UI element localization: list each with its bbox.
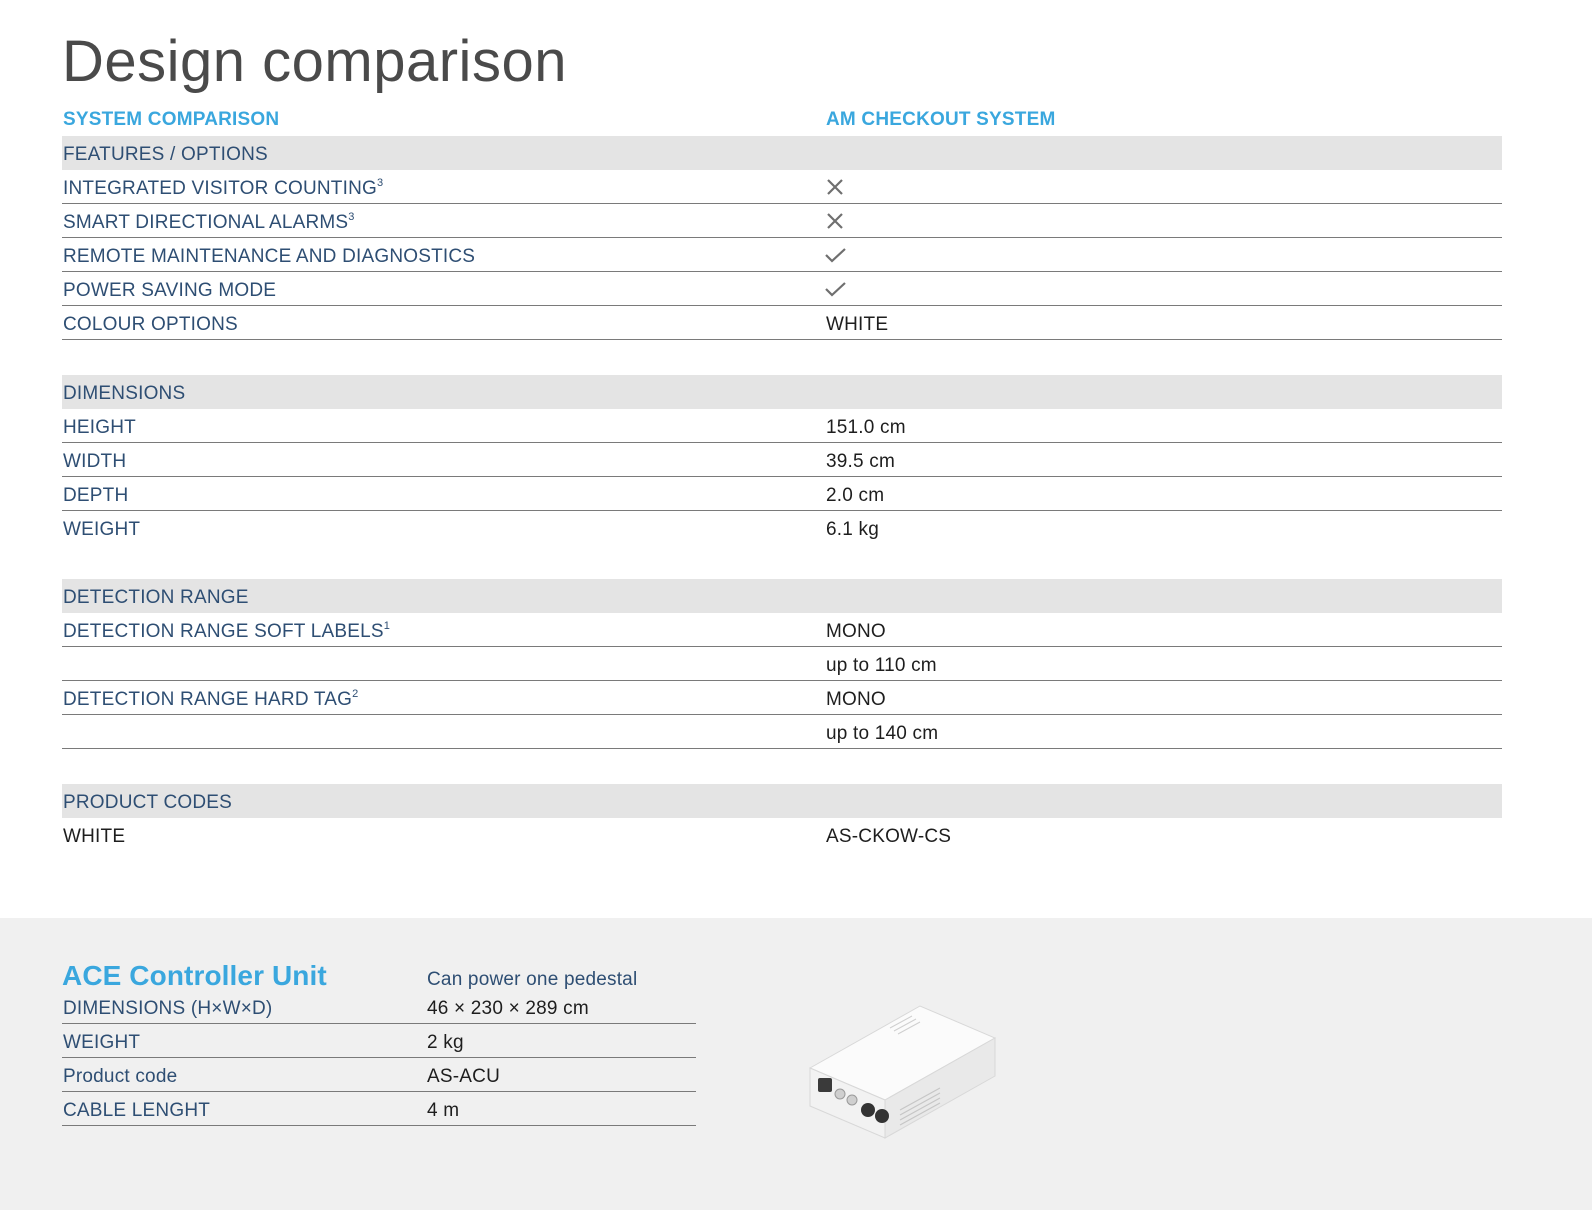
table-row (62, 477, 1502, 511)
row-value: 46 × 230 × 289 cm (427, 998, 589, 1019)
row-label: POWER SAVING MODE (63, 280, 277, 301)
row-label: INTEGRATED VISITOR COUNTING$^3$ (63, 177, 384, 199)
row-value: 39.5 cm (826, 451, 895, 472)
section-header (62, 784, 1502, 818)
table-row (62, 238, 1502, 272)
table-row (62, 306, 1502, 340)
features-section (62, 136, 1502, 340)
section-title: FEATURES / OPTIONS (63, 144, 268, 165)
detection-section (62, 579, 1502, 749)
row-label: DIMENSIONS (H×W×D) (63, 998, 273, 1019)
row-label: WIDTH (63, 451, 127, 472)
row-value: 2.0 cm (826, 485, 885, 506)
controller-unit-image (790, 998, 1010, 1148)
table-row (62, 681, 1502, 715)
cross-icon (824, 177, 846, 197)
row-label: COLOUR OPTIONS (63, 314, 238, 335)
row-label: DETECTION RANGE HARD TAG$^2$ (63, 688, 359, 710)
comparison-header-right: AM CHECKOUT SYSTEM (826, 109, 1056, 130)
table-row (62, 511, 1502, 544)
section-header (62, 375, 1502, 409)
row-value: 6.1 kg (826, 519, 879, 540)
comparison-header-left: SYSTEM COMPARISON (63, 109, 280, 130)
ace-subtitle: Can power one pedestal (427, 969, 638, 990)
cross-icon (824, 211, 846, 231)
row-label: CABLE LENGHT (63, 1100, 211, 1121)
section-title: DETECTION RANGE (63, 587, 249, 608)
row-value: up to 140 cm (826, 723, 939, 744)
table-row (62, 990, 696, 1024)
row-value: 4 m (427, 1100, 460, 1121)
ace-controller-panel (0, 918, 1592, 1210)
row-value: AS-CKOW-CS (826, 826, 952, 847)
check-icon (824, 245, 846, 265)
row-value: AS-ACU (427, 1066, 500, 1087)
row-label: DETECTION RANGE SOFT LABELS$^1$ (63, 620, 391, 642)
page-title: Design comparison (62, 29, 567, 94)
table-row (62, 1058, 696, 1092)
section-title: PRODUCT CODES (63, 792, 233, 813)
row-value: 2 kg (427, 1032, 464, 1053)
table-row (62, 170, 1502, 204)
row-value: WHITE (826, 314, 889, 335)
row-label: HEIGHT (63, 417, 136, 438)
table-row (62, 647, 1502, 681)
check-icon (824, 279, 846, 299)
table-row (62, 409, 1502, 443)
section-header (62, 136, 1502, 170)
product-codes-section (62, 784, 1502, 851)
section-header (62, 579, 1502, 613)
table-row (62, 613, 1502, 647)
row-value: up to 110 cm (826, 655, 937, 676)
row-label: SMART DIRECTIONAL ALARMS$^3$ (63, 211, 355, 233)
row-label: WEIGHT (63, 1032, 141, 1053)
ace-title: ACE Controller Unit (62, 960, 327, 991)
row-value: MONO (826, 689, 886, 710)
table-row (62, 204, 1502, 238)
table-row (62, 443, 1502, 477)
row-label: WHITE (63, 826, 126, 847)
table-row (62, 1092, 696, 1126)
row-label: REMOTE MAINTENANCE AND DIAGNOSTICS (63, 246, 476, 267)
row-label: DEPTH (63, 485, 129, 506)
row-value: 151.0 cm (826, 417, 906, 438)
ace-spec-table (62, 990, 696, 1126)
table-row (62, 1024, 696, 1058)
row-value: MONO (826, 621, 886, 642)
section-title: DIMENSIONS (63, 383, 186, 404)
dimensions-section (62, 375, 1502, 544)
row-label: Product code (63, 1066, 178, 1087)
table-row (62, 272, 1502, 306)
comparison-header (62, 109, 1502, 133)
table-row (62, 818, 1502, 851)
table-row (62, 715, 1502, 749)
row-label: WEIGHT (63, 519, 141, 540)
